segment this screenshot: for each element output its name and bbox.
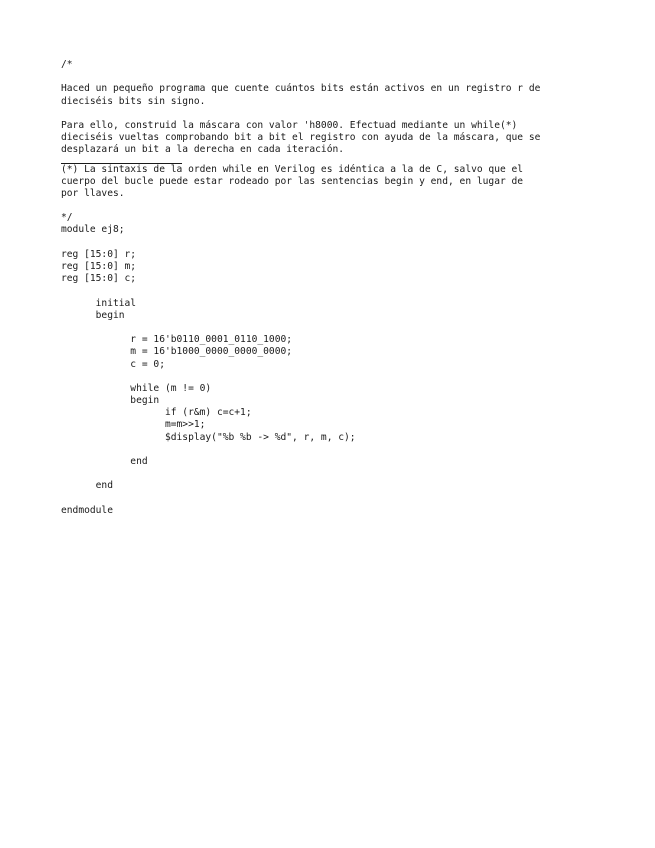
blank-line bbox=[61, 371, 621, 383]
paragraph-line: Haced un pequeño programa que cuente cuántos bits están activos en un registro r de bbox=[61, 83, 541, 95]
paragraph-line: dieciséis vueltas comprobando bit a bit el registro con ayuda de la máscara, que se bbox=[61, 132, 541, 144]
while-statement: while (m != 0) bbox=[61, 382, 212, 394]
paragraph-intro bbox=[61, 83, 621, 107]
end-inner: end bbox=[61, 456, 148, 467]
document-page bbox=[61, 59, 621, 517]
blank-line bbox=[61, 237, 621, 249]
reg-declaration: reg [15:0] r; bbox=[61, 248, 137, 260]
assignment-line: m = 16'b1000_0000_0000_0000; bbox=[61, 346, 293, 358]
footnote-line: por llaves. bbox=[61, 187, 125, 199]
end-outer: end bbox=[61, 480, 113, 492]
footnote-line: (*) La sintaxis de la orden while en Verilog es idéntica a la de C, salvo que el bbox=[61, 163, 524, 175]
blank-line bbox=[61, 71, 621, 83]
begin-outer: begin bbox=[61, 309, 125, 321]
footnote bbox=[61, 164, 621, 201]
paragraph-method bbox=[61, 120, 621, 157]
begin-inner: begin bbox=[61, 395, 160, 407]
blank-line bbox=[61, 322, 621, 334]
comment-open: /* bbox=[61, 59, 73, 70]
loop-body-line: m=m>>1; bbox=[61, 419, 206, 431]
loop-body-line: $display("%b %b -> %d", r, m, c); bbox=[61, 431, 356, 443]
paragraph-line: desplazará un bit a la derecha en cada iteración. bbox=[61, 144, 345, 156]
assignment-line: r = 16'b0110_0001_0110_1000; bbox=[61, 334, 293, 346]
paragraph-line: Para ello, construid la máscara con valor 'h8000. Efectuad mediante un while(*) bbox=[61, 119, 518, 131]
loop-body-line: if (r&m) c=c+1; bbox=[61, 407, 252, 419]
blank-line bbox=[61, 200, 621, 212]
footnote-line: cuerpo del bucle puede estar rodeado por las sentencias begin y end, en lugar de bbox=[61, 175, 524, 187]
blank-line bbox=[61, 493, 621, 505]
blank-line bbox=[61, 285, 621, 297]
endmodule-keyword: endmodule bbox=[61, 504, 113, 516]
verilog-code bbox=[61, 224, 621, 517]
assignment-line: c = 0; bbox=[61, 358, 165, 370]
reg-declaration: reg [15:0] c; bbox=[61, 273, 137, 285]
module-declaration: module ej8; bbox=[61, 224, 125, 236]
blank-line bbox=[61, 108, 621, 120]
paragraph-line: dieciséis bits sin signo. bbox=[61, 95, 206, 107]
comment-close: */ bbox=[61, 212, 73, 224]
blank-line bbox=[61, 468, 621, 480]
initial-keyword: initial bbox=[61, 297, 137, 309]
reg-declaration: reg [15:0] m; bbox=[61, 261, 137, 272]
blank-line bbox=[61, 444, 621, 456]
